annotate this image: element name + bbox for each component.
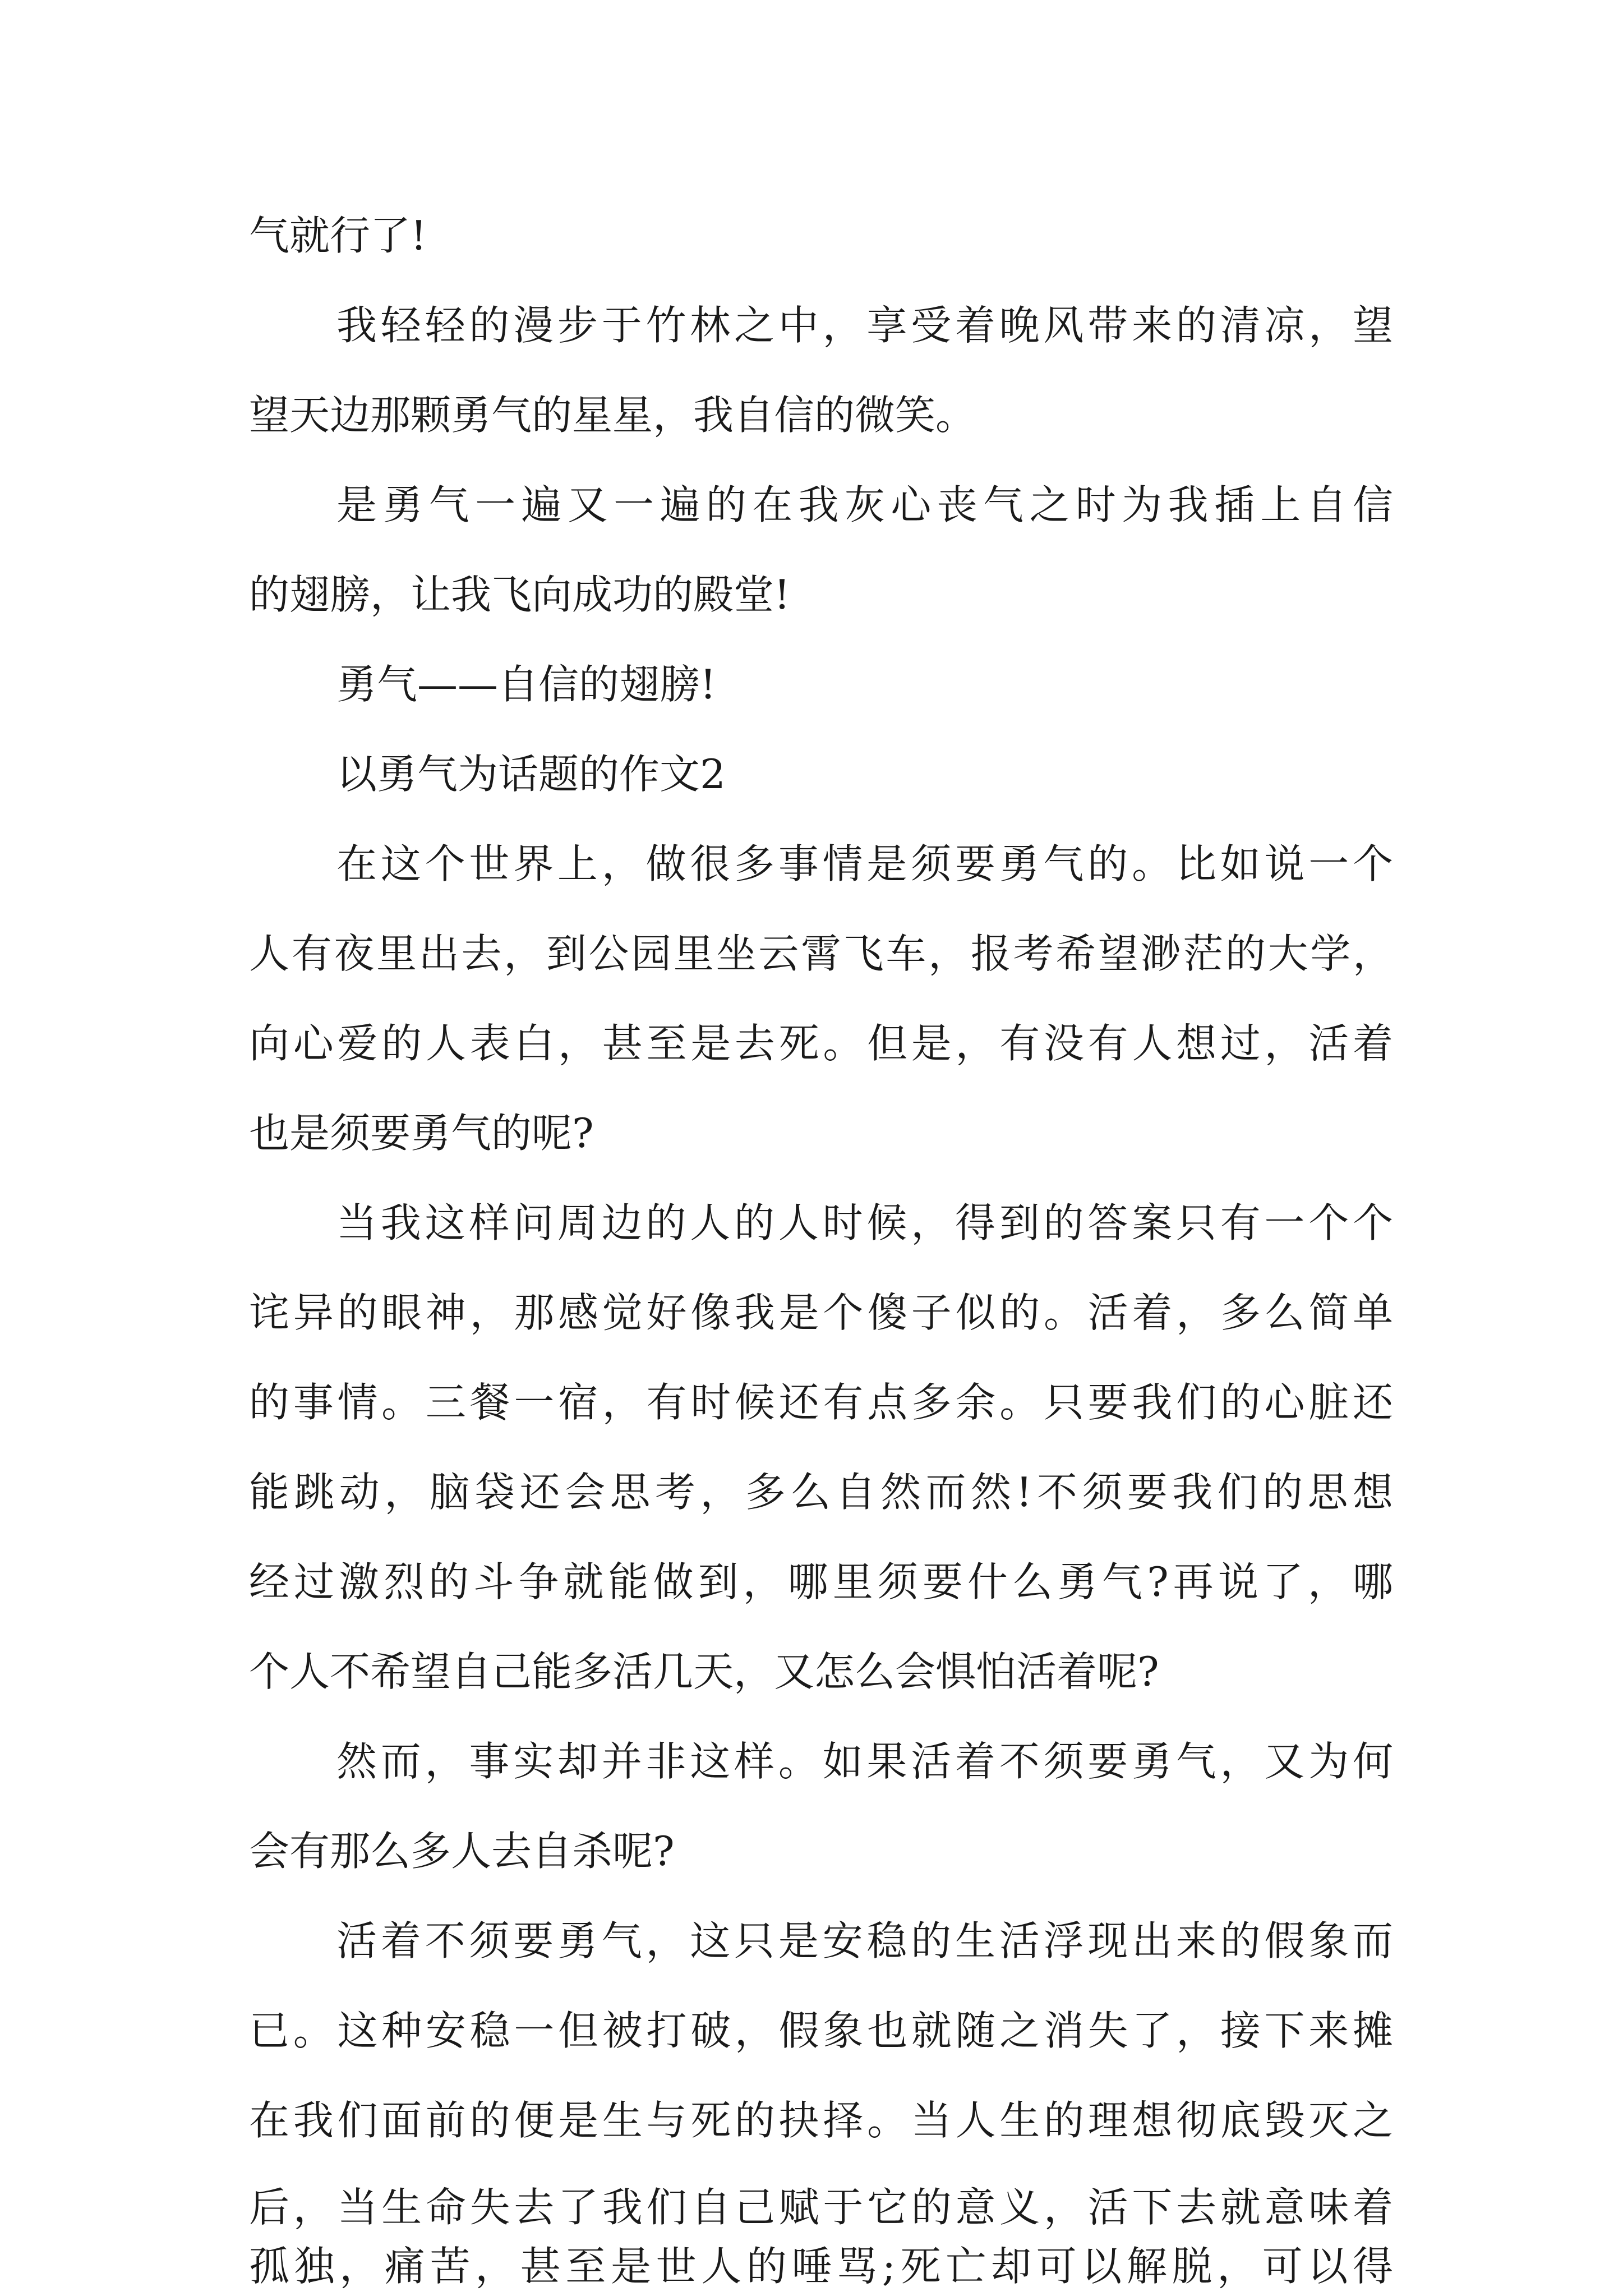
section-heading: 以勇气为话题的作文2 bbox=[336, 751, 726, 798]
text-line: 然而，事实却并非这样。如果活着不须要勇气，又为何 bbox=[336, 1738, 1393, 1785]
text-line: 是勇气一遍又一遍的在我灰心丧气之时为我插上自信 bbox=[336, 481, 1393, 528]
text-line: 人有夜里出去，到公园里坐云霄飞车，报考希望渺茫的大学， bbox=[249, 930, 1393, 977]
text-line: 的事情。三餐一宿，有时候还有点多余。只要我们的心脏还 bbox=[249, 1379, 1393, 1426]
text-line: 向心爱的人表白，甚至是去死。但是，有没有人想过，活着 bbox=[249, 1020, 1393, 1067]
text-line: 诧异的眼神，那感觉好像我是个傻子似的。活着，多么简单 bbox=[249, 1289, 1393, 1336]
text-line: 望天边那颗勇气的星星，我自信的微笑。 bbox=[249, 392, 976, 439]
text-line: 已。这种安稳一但被打破，假象也就随之消失了，接下来摊 bbox=[249, 2007, 1393, 2054]
text-line: 气就行了! bbox=[249, 212, 427, 259]
text-line: 后，当生命失去了我们自己赋于它的意义，活下去就意味着 bbox=[249, 2184, 1393, 2231]
text-line: 勇气——自信的翅膀! bbox=[336, 661, 716, 708]
text-line: 会有那么多人去自杀呢? bbox=[249, 1828, 675, 1875]
text-line: 孤独，痛苦，甚至是世人的唾骂;死亡却可以解脱，可以得 bbox=[249, 2243, 1393, 2290]
text-line: 的翅膀，让我飞向成功的殿堂! bbox=[249, 571, 790, 618]
text-line: 个人不希望自己能多活几天，又怎么会惧怕活着呢? bbox=[249, 1648, 1159, 1695]
text-line: 我轻轻的漫步于竹林之中，享受着晚风带来的清凉，望 bbox=[336, 302, 1393, 349]
text-line: 当我这样问周边的人的人时候，得到的答案只有一个个 bbox=[336, 1199, 1393, 1246]
text-line: 在这个世界上，做很多事情是须要勇气的。比如说一个 bbox=[336, 840, 1393, 887]
text-line: 经过激烈的斗争就能做到，哪里须要什么勇气?再说了，哪 bbox=[249, 1558, 1393, 1605]
text-line: 在我们面前的便是生与死的抉择。当人生的理想彻底毁灭之 bbox=[249, 2097, 1393, 2144]
text-line: 也是须要勇气的呢? bbox=[249, 1110, 594, 1157]
text-line: 能跳动，脑袋还会思考，多么自然而然!不须要我们的思想 bbox=[249, 1469, 1393, 1516]
text-line: 活着不须要勇气，这只是安稳的生活浮现出来的假象而 bbox=[336, 1917, 1393, 1964]
